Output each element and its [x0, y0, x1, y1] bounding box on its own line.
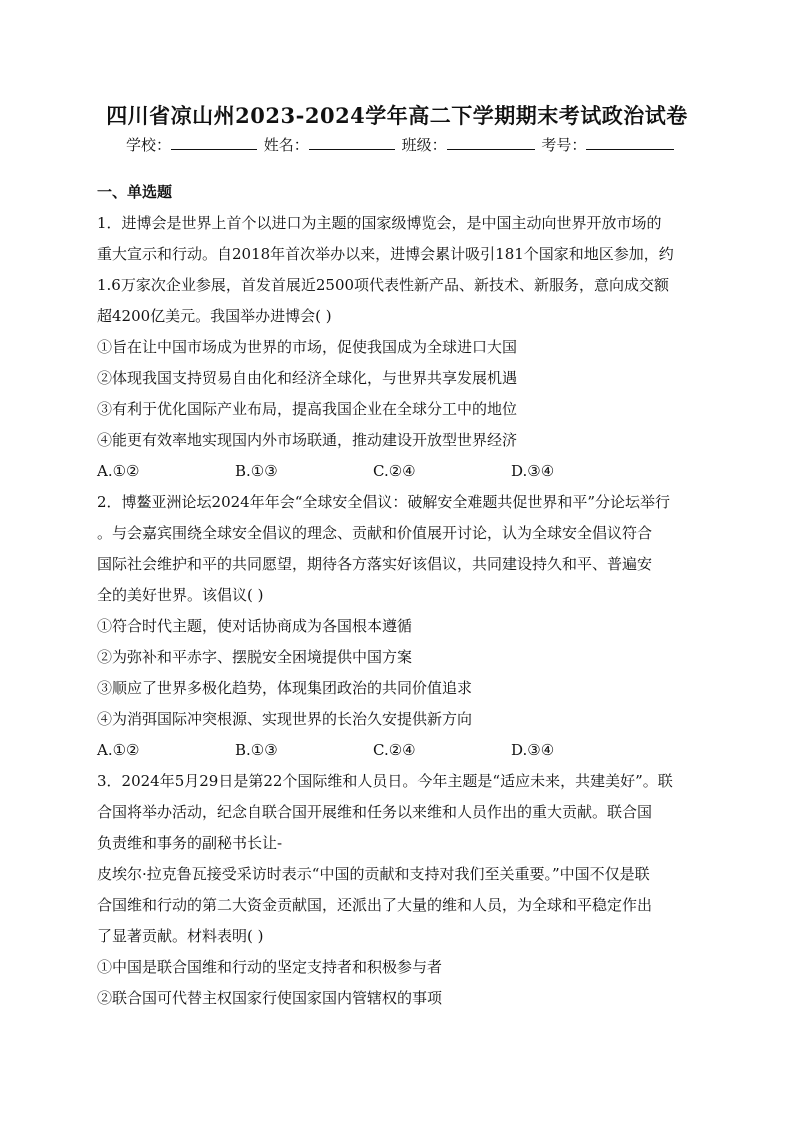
statement-option: ①中国是联合国维和行动的坚定支持者和积极参与者	[97, 958, 443, 976]
statement-option: ④能更有效率地实现国内外市场联通，推动建设开放型世界经济	[97, 431, 518, 449]
question-text-line: 超4200亿美元。我国举办进博会( )	[97, 307, 332, 325]
number-blank[interactable]	[586, 135, 674, 150]
question-text-line: 1．进博会是世界上首个以进口为主题的国家级博览会，是中国主动向世界开放市场的	[97, 214, 662, 232]
class-blank[interactable]	[447, 135, 535, 150]
number-field	[541, 133, 676, 157]
question-text-line: 负责维和事务的副秘书长让-	[97, 834, 283, 852]
answer-choice-b[interactable]: B.①③	[235, 741, 278, 759]
answer-choice-d[interactable]: D.③④	[511, 462, 555, 480]
answer-choice-d[interactable]: D.③④	[511, 741, 555, 759]
page-title: 四川省凉山州2023-2024学年高二下学期期末考试政治试卷	[106, 103, 688, 128]
name-blank[interactable]	[309, 135, 395, 150]
answer-choice-b[interactable]: B.①③	[235, 462, 278, 480]
question-text-line: 。与会嘉宾围绕全球安全倡议的理念、贡献和价值展开讨论，认为全球安全倡议符合	[97, 524, 653, 542]
statement-option: ②联合国可代替主权国家行使国家国内管辖权的事项	[97, 989, 443, 1007]
question-text-line: 重大宣示和行动。自2018年首次举办以来，进博会累计吸引181个国家和地区参加，约	[97, 245, 674, 263]
section-heading: 一、单选题	[97, 183, 173, 201]
question-text-line: 全的美好世界。该倡议( )	[97, 586, 264, 604]
class-label: 班级：	[401, 136, 447, 154]
question-text-line: 3．2024年5月29日是第22个国际维和人员日。今年主题是“适应未来，共建美好”。联	[97, 772, 673, 790]
answer-choice-c[interactable]: C.②④	[373, 462, 416, 480]
question-text-line: 合国将举办活动，纪念自联合国开展维和任务以来维和人员作出的重大贡献。联合国	[97, 803, 653, 821]
statement-option: ③有利于优化国际产业布局，提高我国企业在全球分工中的地位	[97, 400, 518, 418]
number-label: 考号：	[541, 136, 587, 154]
answer-choice-c[interactable]: C.②④	[373, 741, 416, 759]
question-text-line: 1.6万家次企业参展，首发首展近2500项代表性新产品、新技术、新服务，意向成交额	[97, 276, 670, 294]
statement-option: ②为弥补和平赤字、摆脱安全困境提供中国方案	[97, 648, 413, 666]
student-info-row	[126, 133, 676, 157]
statement-option: ②体现我国支持贸易自由化和经济全球化，与世界共享发展机遇	[97, 369, 518, 387]
statement-option: ④为消弭国际冲突根源、实现世界的长治久安提供新方向	[97, 710, 473, 728]
school-blank[interactable]	[171, 135, 257, 150]
answer-choice-a[interactable]: A.①②	[97, 462, 140, 480]
statement-option: ①符合时代主题，使对话协商成为各国根本遵循	[97, 617, 413, 635]
question-1	[97, 208, 697, 487]
name-field	[264, 133, 397, 157]
question-2	[97, 487, 697, 766]
question-3	[97, 766, 697, 1014]
answer-choices	[97, 456, 697, 487]
school-field	[126, 133, 259, 157]
class-field	[402, 133, 537, 157]
answer-choices	[97, 735, 697, 766]
exam-content	[97, 177, 697, 1014]
question-text-line: 国际社会维护和平的共同愿望，期待各方落实好该倡议，共同建设持久和平、普遍安	[97, 555, 653, 573]
question-text-line: 2．博鳌亚洲论坛2024年年会“全球安全倡议：破解安全难题共促世界和平”分论坛举行	[97, 493, 671, 511]
statement-option: ③顺应了世界多极化趋势，体现集团政治的共同价值追求	[97, 679, 473, 697]
school-label: 学校：	[126, 136, 172, 154]
question-text-line: 合国维和行动的第二大资金贡献国，还派出了大量的维和人员，为全球和平稳定作出	[97, 896, 653, 914]
answer-choice-a[interactable]: A.①②	[97, 741, 140, 759]
statement-option: ①旨在让中国市场成为世界的市场，促使我国成为全球进口大国	[97, 338, 518, 356]
question-text-line: 了显著贡献。材料表明( )	[97, 927, 264, 945]
name-label: 姓名：	[263, 136, 309, 154]
question-text-line: 皮埃尔·拉克鲁瓦接受采访时表示“中国的贡献和支持对我们至关重要。”中国不仅是联	[97, 865, 650, 883]
